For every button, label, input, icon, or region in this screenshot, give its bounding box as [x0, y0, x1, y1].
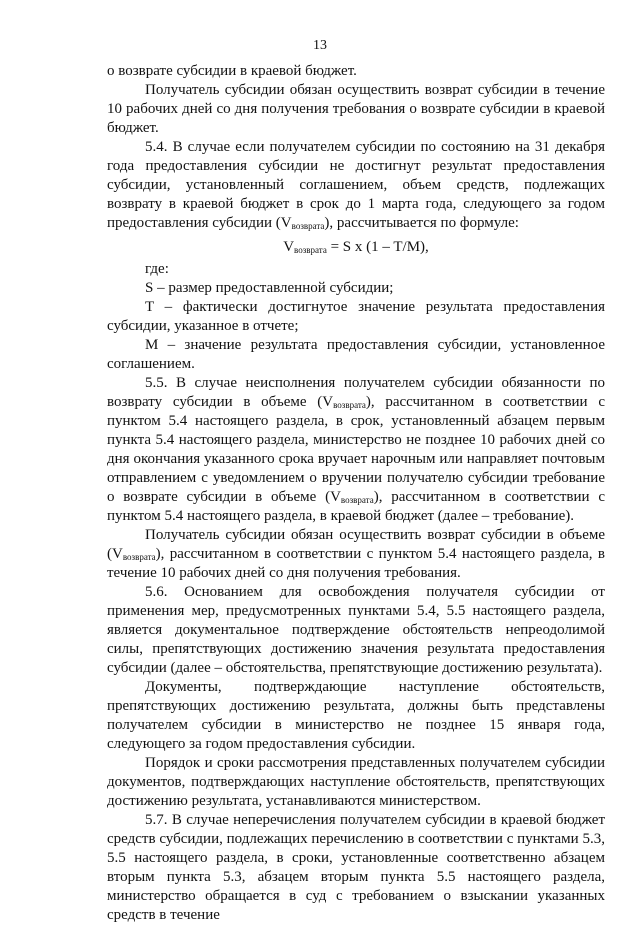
- paragraph-def-s: S – размер предоставленной субсидии;: [145, 280, 394, 296]
- paragraph-5-4-tail: ), рассчитывается по формуле:: [324, 215, 519, 231]
- subscript-vozvrata: возврата: [340, 495, 374, 505]
- paragraph-documents: Документы, подтверждающие наступление обстоятельств, препятствующих достижению результата, должны быть представлены получателем субсидии в министерство не позднее 15 января года, следующего за годом предоставления субсидии.: [107, 679, 605, 752]
- paragraph-return-obligation: [107, 526, 605, 583]
- paragraph-5-5-middle: ), рассчитанном в соответствии с пунктом 5.4 настоящего раздела, в срок, установленный абзацем первым пункта 5.4 настоящего раздела, министерство не позднее 10 рабочих дней со дня окончания указанного срока вручает нарочным или направляет почтовым отправлением с уведомлением о вручении получателю субсидии требование о возврате субсидии в объеме (V: [107, 394, 605, 505]
- paragraph-def-t: T – фактически достигнутое значение результата предоставления субсидии, указанное в отчете;: [107, 299, 605, 334]
- paragraph-procedure: Порядок и сроки рассмотрения представленных получателем субсидии документов, подтверждающих наступление обстоятельств, препятствующих достижению результата, устанавливаются министерством.: [107, 755, 605, 809]
- formula: [107, 238, 605, 257]
- paragraph-5-5: [107, 374, 605, 526]
- paragraph-5-6: 5.6. Основанием для освобождения получателя субсидии от применения мер, предусмотренных пунктами 5.4, 5.5 настоящего раздела, является документальное подтверждение обстоятельств непреодолимой силы, препятствующих достижению значения результата предоставления субсидии (далее – обстоятельства, препятствующие достижению результата).: [107, 584, 605, 676]
- paragraph-where: где:: [145, 261, 169, 277]
- paragraph-5-4: [107, 138, 605, 233]
- paragraph-5-5-text: 5.5. В случае неисполнения получателем субсидии обязанности по возврату субсидии в объеме (V: [107, 375, 605, 410]
- subscript-vozvrata: возврата: [291, 221, 325, 231]
- formula-rhs: = S x (1 – T/M),: [326, 239, 429, 255]
- paragraph-5-5-tail: ), рассчитанном в соответствии с пунктом 5.4 настоящего раздела, в краевой бюджет (далее – требование).: [107, 489, 605, 524]
- formula-lhs: V: [283, 239, 295, 255]
- subscript-vozvrata: возврата: [122, 552, 156, 562]
- formula-subscript: возврата: [294, 245, 327, 255]
- paragraph-5-4-text: 5.4. В случае если получателем субсидии по состоянию на 31 декабря года предоставления субсидии не достигнут результат предоставления субсидии, установленный соглашением, объем средств, подлежащих возврату в краевой бюджет в срок до 1 марта года, следующего за годом предоставления субсидии (V: [107, 139, 605, 231]
- paragraph-def-m: M – значение результата предоставления субсидии, установленное соглашением.: [107, 337, 605, 372]
- paragraph-5-7: 5.7. В случае неперечисления получателем субсидии в краевой бюджет средств субсидии, подлежащих перечислению в соответствии с пунктами 5.3, 5.5 настоящего раздела, в сроки, установленные соответственно абзацем вторым пункта 5.3, абзацем вторым пункта 5.5 настоящего раздела, министерство обращается в суд с требованием о взыскании указанных средств в течение: [107, 812, 605, 923]
- paragraph-return-deadline: Получатель субсидии обязан осуществить возврат субсидии в течение 10 рабочих дней со дня получения требования о возврате субсидии в краевой бюджет.: [107, 82, 605, 136]
- paragraph-return-obligation-tail: ), рассчитанном в соответствии с пунктом 5.4 настоящего раздела, в течение 10 рабочих дней со дня получения требования.: [107, 546, 605, 581]
- document-body: [107, 62, 605, 925]
- subscript-vozvrata: возврата: [333, 400, 366, 410]
- paragraph-return-obligation-text: Получатель субсидии обязан осуществить возврат субсидии в объеме (V: [107, 527, 605, 562]
- paragraph-return-subsidy-continued: о возврате субсидии в краевой бюджет.: [107, 63, 357, 79]
- page-number: 13: [313, 38, 327, 53]
